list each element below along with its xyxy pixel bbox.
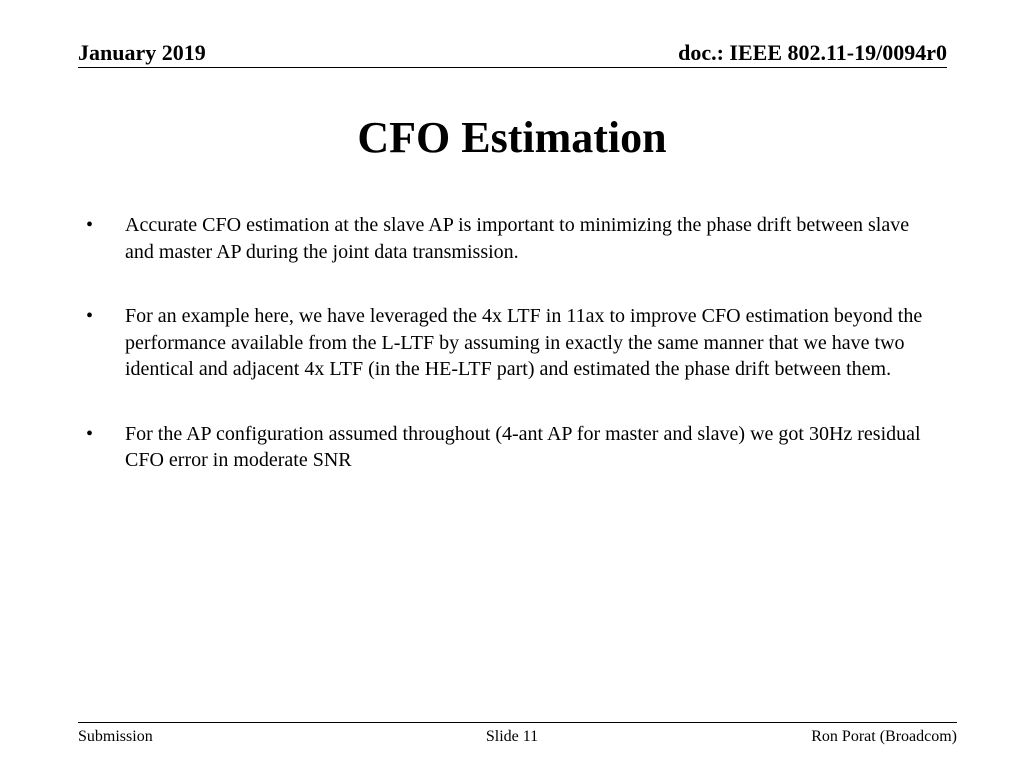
footer-author: Ron Porat (Broadcom): [811, 728, 957, 745]
bullet-marker: •: [86, 305, 94, 327]
bullet-item: [0, 212, 940, 265]
bullet-marker: •: [86, 214, 94, 236]
bullet-item: [0, 421, 940, 474]
header-divider: [78, 67, 947, 68]
bullet-marker: •: [86, 422, 94, 445]
bullet-item: [0, 303, 940, 383]
bullet-list: [0, 212, 1024, 512]
header-date: January 2019: [78, 40, 206, 65]
footer-divider: [78, 722, 957, 723]
bullet-text: For an example here, we have leveraged the 4x LTF in 11ax to improve CFO estimation beyond the performance available from the L-LTF by assuming in exactly the same manner that we have two identical and adjacent 4x LTF (in the HE-LTF part) and estimated the phase drift between them.: [125, 305, 923, 380]
slide-title: CFO Estimation: [357, 113, 667, 162]
bullet-text: Accurate CFO estimation at the slave AP is important to minimizing the phase drift between slave and master AP during the joint data transmission.: [125, 214, 910, 263]
header-doc-id: doc.: IEEE 802.11-19/0094r0: [678, 40, 947, 65]
bullet-text: For the AP configuration assumed throughout (4-ant AP for master and slave) we got 30Hz residual CFO error in moderate SNR: [125, 422, 921, 471]
footer-submission: Submission: [78, 728, 153, 745]
footer-slide-number: Slide 11: [485, 728, 539, 745]
